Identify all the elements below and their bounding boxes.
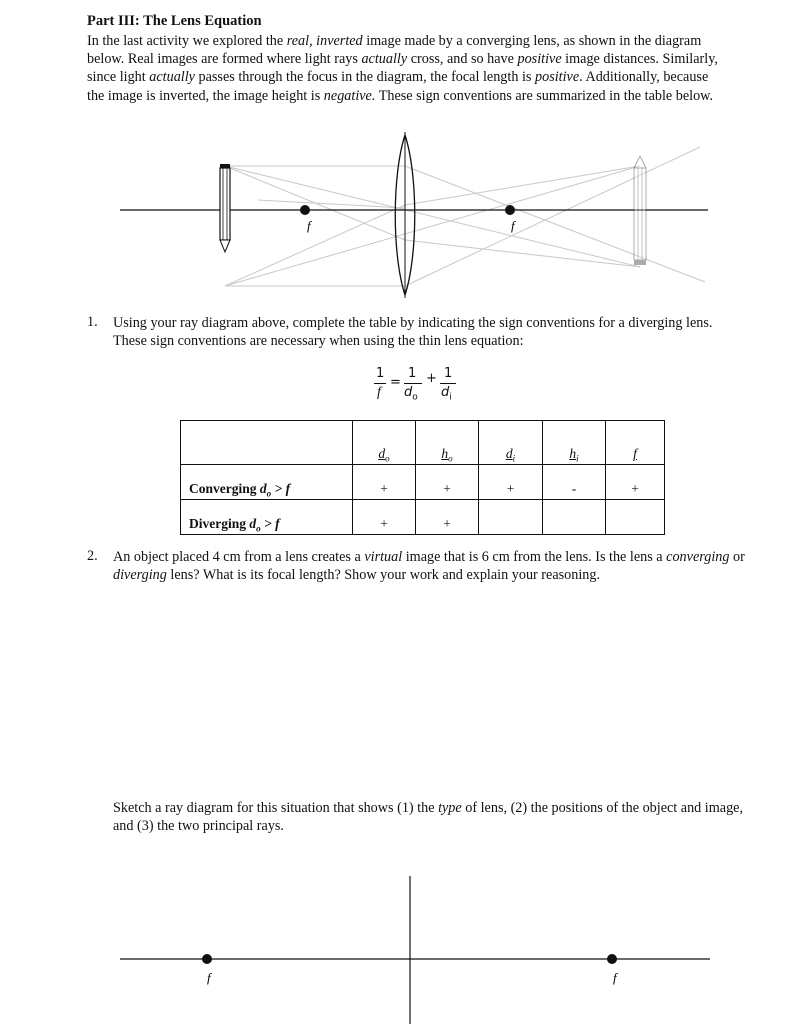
sign-cell[interactable]: + [479,465,543,500]
ray-refracted [405,147,700,286]
sign-cell[interactable]: - [543,465,606,500]
answer-space[interactable] [113,590,753,790]
intro-text: These sign conventions are summarized in the table below. [375,87,714,104]
sign-cell[interactable]: + [416,500,479,535]
intro-text: image made by a converging lens, as shown in the diagram below. Real images are formed where light rays [87,33,702,68]
focal-label-left: f [307,218,311,233]
image-pencil-icon [634,156,646,265]
intro-text: In the last activity we explored the [87,33,287,49]
table-header-row [181,421,665,465]
table-row [181,465,665,500]
eq-equals: = [390,375,401,390]
object-pencil-icon [220,164,230,252]
sign-cell[interactable] [479,500,543,535]
intro-text: . Additionally, because the image is inverted, the image height is [87,69,709,104]
eq-term1-numerator: 1 [408,366,417,381]
eq-plus: + [426,371,437,386]
sign-cell[interactable]: + [353,500,416,535]
intro-emphasis: positive [517,51,562,68]
intro-paragraph [87,32,727,105]
table-header-cell: $h_o$ [416,421,479,465]
focal-label-right: f [613,970,617,985]
eq-term1-denominator: $d_o$ [404,385,418,403]
ray-top-center [225,166,640,267]
table-corner-cell [181,421,353,465]
eq-lhs-denominator: f [377,385,381,400]
table-header-cell: f [606,421,665,465]
intro-text: image distances. Similarly, since light [87,51,718,86]
intro-emphasis: actually [361,51,408,68]
focal-point-left [202,954,212,964]
converging-lens-ray-diagram [0,120,811,300]
sign-cell[interactable]: + [353,465,416,500]
ray-top-focus-parallel [405,240,640,267]
ray-through-focus [225,205,405,286]
row-label-diverging: Diverging $d_o > f$ [181,500,353,535]
question-2-text: An object placed 4 cm from a lens creates a virtual image that is 6 cm from the lens. Is the lens a converging or diverging lens? What is its focal length? Show your work and explain your reasoning. [113,549,745,584]
ray-focus-parallel [405,166,640,205]
table-header-cell: $h_i$ [543,421,606,465]
sign-cell[interactable] [543,500,606,535]
section-title: Part III: The Lens Equation [87,13,262,29]
focal-point-right [505,205,515,215]
intro-text: cross, and so have [407,51,518,68]
question-1-number: 1. [87,314,98,330]
sketch-instruction: Sketch a ray diagram for this situation that shows (1) the type of lens, (2) the positions of the object and image, and (3) the two principal rays. [113,800,744,835]
focal-point-left [300,205,310,215]
thin-lens-equation [372,366,462,411]
sign-convention-table [180,420,665,535]
row-label-converging: Converging $d_o > f$ [181,465,353,500]
sign-cell[interactable]: + [416,465,479,500]
eq-term2-numerator: 1 [444,366,453,381]
sign-cell[interactable] [606,500,665,535]
question-1-text: Using your ray diagram above, complete the table by indicating the sign conventions for a diverging lens. These sign conventions are necessary when using the thin lens equation: [113,315,713,350]
intro-emphasis: real, inverted [286,33,363,49]
table-header-cell: $d_o$ [353,421,416,465]
focal-label-right: f [511,218,515,233]
intro-emphasis: actually [149,69,195,86]
ray-through-center [225,166,640,286]
light-rays [225,147,705,286]
focal-point-right [607,954,617,964]
question-2-number: 2. [87,548,98,564]
eq-term2-denominator: $d_i$ [441,385,452,403]
table-header-cell: $d_i$ [479,421,543,465]
focal-label-left: f [207,970,211,985]
intro-emphasis: negative. [323,87,376,104]
table-row [181,500,665,535]
sign-cell[interactable]: + [606,465,665,500]
eq-lhs-numerator: 1 [376,366,385,381]
sketch-ray-diagram[interactable] [0,870,811,1024]
intro-emphasis: positive [535,69,580,86]
intro-text: passes through the focus in the diagram, the focal length is [194,69,535,86]
